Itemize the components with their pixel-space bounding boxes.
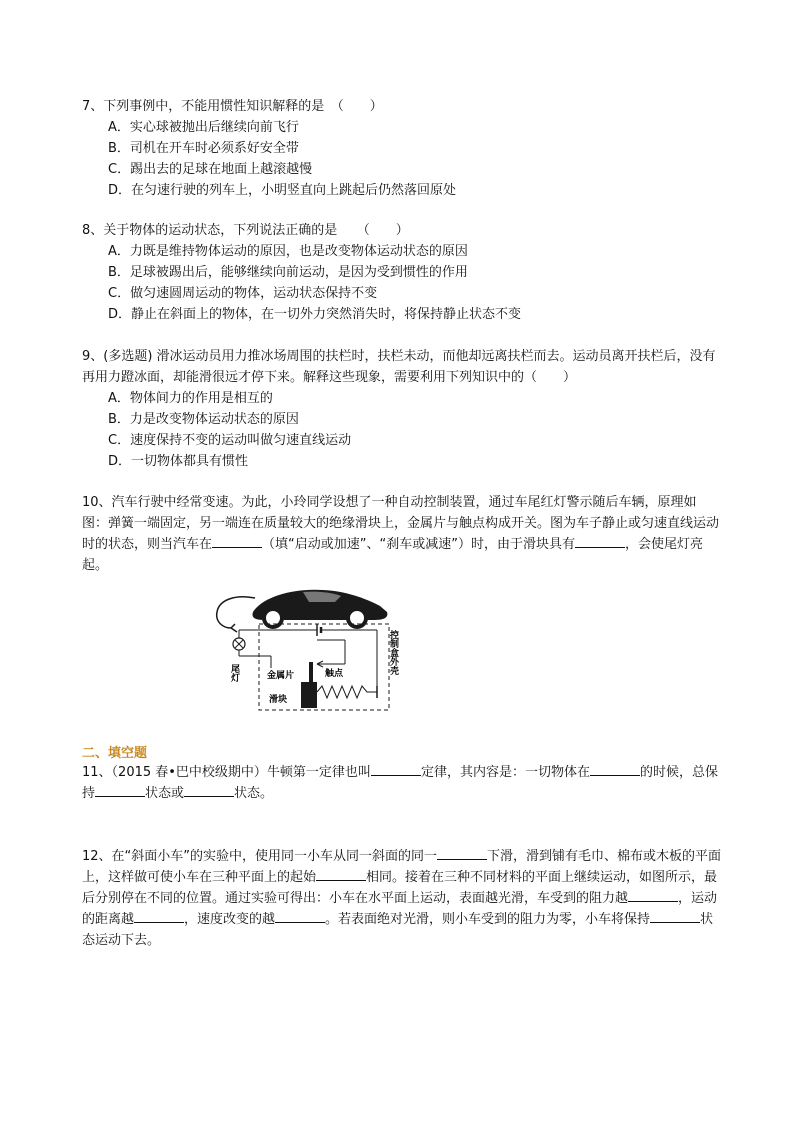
answer-blank[interactable] — [95, 783, 145, 797]
question-12-text-e: ，速度改变的越 — [184, 912, 276, 927]
question-11-text-e: 状态。 — [234, 786, 274, 801]
question-12-text-c: 相同。接着在三种不同材料的平面上继续运动，如图所示，最后分别停在不同的位置。通过实验可得出：小车在水平面上运动，表面越光滑，车受到的阻力越 — [82, 870, 718, 906]
question-10 — [82, 492, 722, 576]
spring — [317, 686, 377, 698]
question-11-text-b: 定律，其内容是：一切物体在 — [420, 765, 590, 780]
question-9-option-c: C．速度保持不变的运动叫做匀速直线运动 — [108, 433, 352, 448]
question-12-text-f: 。若表面绝对光滑，则小车受到的阻力为零，小车将保持 — [325, 912, 651, 927]
car-circuit-diagram — [205, 578, 405, 718]
question-7-option-a: A．实心球被抛出后继续向前飞行 — [108, 120, 299, 135]
answer-blank[interactable] — [628, 888, 678, 902]
question-8-stem: 8、关于物体的运动状态，下列说法正确的是 （ ） — [82, 223, 409, 238]
question-8-option-d: D．静止在斜面上的物体，在一切外力突然消失时，将保持静止状态不变 — [108, 307, 522, 322]
question-9-stem: 9、(多选题) 滑冰运动员用力推冰场周围的扶栏时，扶栏未动，而他却远离扶栏而去。运动员离开扶栏后，没有再用力蹬冰面，却能滑很远才停下来。解释这些现象，需要利用下列知识中的（ ） — [82, 349, 716, 385]
answer-blank[interactable] — [212, 534, 262, 548]
contact-arrow — [317, 661, 345, 667]
question-10-text-c: ，会使尾灯亮起。 — [82, 537, 703, 573]
question-11-text-a: 11、（2015 春•巴中校级期中）牛顿第一定律也叫 — [82, 765, 371, 780]
label-contact: 触点 — [325, 669, 344, 679]
question-12-text-g: 状态运动下去。 — [82, 912, 714, 948]
answer-blank[interactable] — [316, 867, 366, 881]
answer-blank[interactable] — [371, 762, 421, 776]
question-9-option-d: D．一切物体都具有惯性 — [108, 454, 249, 469]
question-8-option-a: A．力既是维持物体运动的原因，也是改变物体运动状态的原因 — [108, 244, 468, 259]
question-9-option-b: B．力是改变物体运动状态的原因 — [108, 412, 299, 427]
question-8-option-b: B．足球被踢出后，能够继续向前运动，是因为受到惯性的作用 — [108, 265, 468, 280]
question-7-stem: 7、下列事例中，不能用惯性知识解释的是 （ ） — [82, 99, 383, 114]
question-10-text-b: （填“启动或加速”、“刹车或减速”）时，由于滑块具有 — [262, 537, 575, 552]
metal-plate — [309, 662, 313, 682]
label-slider: 滑块 — [269, 695, 288, 705]
question-10-text — [82, 492, 722, 576]
question-11-text-c: 的时候，总保持 — [82, 765, 718, 801]
answer-blank[interactable] — [590, 762, 640, 776]
question-11-text-d: 状态或 — [145, 786, 185, 801]
answer-blank[interactable] — [437, 846, 487, 860]
question-12-text-b: 下滑，滑到铺有毛巾、棉布或木板的平面上，这样做可使小车在三种平面上的起始 — [82, 849, 722, 885]
question-7-option-d: D．在匀速行驶的列车上，小明竖直向上跳起后仍然落回原处 — [108, 183, 457, 198]
question-12-text-a: 12、在“斜面小车”的实验中，使用同一小车从同一斜面的同一 — [82, 849, 438, 864]
callout-arrow — [217, 597, 255, 632]
section-title: 二、填空题 — [82, 746, 148, 761]
answer-blank[interactable] — [575, 534, 625, 548]
answer-blank[interactable] — [184, 783, 234, 797]
question-9-option-a: A．物体间力的作用是相互的 — [108, 391, 273, 406]
question-11-text — [82, 762, 722, 804]
question-9 — [82, 346, 722, 472]
question-12-text — [82, 846, 722, 951]
question-12-text-d: ，运动的距离越 — [82, 891, 718, 927]
question-7-option-c: C．踢出去的足球在地面上越滚越慢 — [108, 162, 313, 177]
label-control-box: 控制盒外壳 — [388, 630, 398, 675]
question-7 — [82, 96, 722, 201]
question-10-text-a: 10、汽车行驶中经常变速。为此，小玲同学设想了一种自动控制装置，通过车尾红灯警示随后车辆，原理如图：弹簧一端固定，另一端连在质量较大的绝缘滑块上，金属片与触点构成开关。图为车子静止或匀速直线运动时的状态，则当汽车在 — [82, 495, 720, 552]
question-8 — [82, 220, 722, 325]
answer-blank[interactable] — [650, 909, 700, 923]
question-8-option-c: C．做匀速圆周运动的物体，运动状态保持不变 — [108, 286, 378, 301]
answer-blank[interactable] — [134, 909, 184, 923]
question-12 — [82, 846, 722, 951]
question-7-option-b: B．司机在开车时必须系好安全带 — [108, 141, 299, 156]
answer-blank[interactable] — [275, 909, 325, 923]
label-tail-light: 尾灯 — [229, 664, 239, 682]
question-11 — [82, 762, 722, 804]
slider-block — [301, 682, 317, 708]
label-metal-plate: 金属片 — [267, 671, 295, 681]
